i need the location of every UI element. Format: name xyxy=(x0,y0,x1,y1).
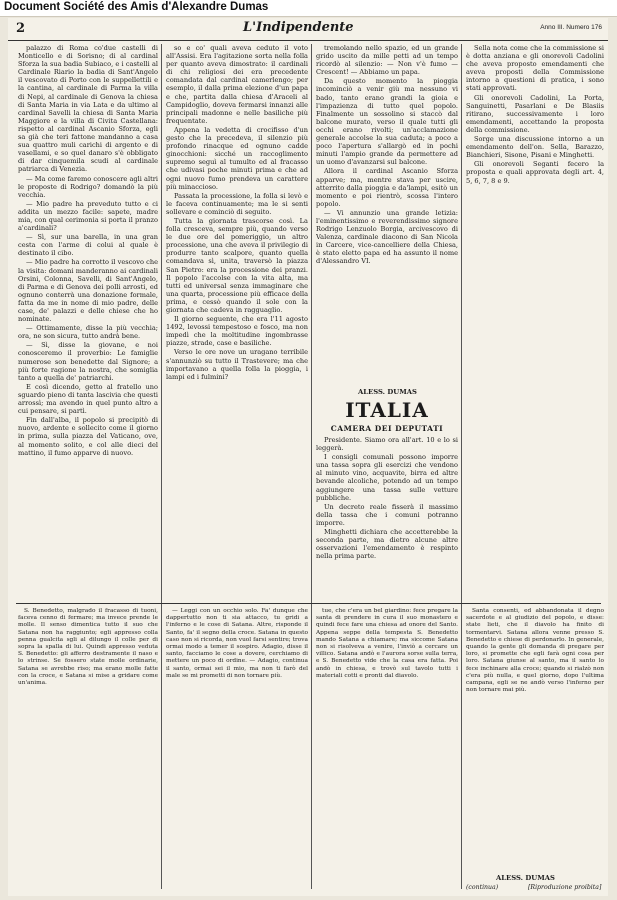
paragraph: S. Benedetto, malgrado il fracasso di tuoni, faceva cenno di fermare; ma invece prende le molle. Il senso dimentica tutto il suo che Satana non ha raggiunto; egli appresso colla penna gualcita sgli al dilungo il colle per di sopra la spalla di lui. Quindi appresso veduta S. Benedetto: gli afferro destramente il naso e lo strinse. Se fossero state molle ordinarie, Satana se avrebbe riso; ma erano molle fatte con la croce, e Satana si mise a gridare come un'anima. xyxy=(18,608,158,687)
paragraph: Santa consentì, ed abbandonata il degno sacerdote e al giudizio del popolo, e disse: state lieti, che il diavolo ha finito di tormentarvi. Satana allora venne presso S. Benedetto e chiese di perdonarlo. In generale, quando la gente gli domanda di pregare per loro, si promette che egli farà ogni cosa per loro. Satana giunse al santo, ma il santo lo fece inchinare alla croce; quando si rialzò non c'era più nulla, e quel giorno, dopo l'ultima campana, egli se ne andò verso l'inferno per non tornare mai più. xyxy=(466,608,604,694)
paragraph: — Leggi con un occhio solo. Fa' dunque che dappertutto non ti sia attacco, tu gridi a l'inferno e le cose di Satana. Altre, risponde il Santo, fa' il segno della croce. Satana in questo caso non si ricorda, non vuol farsi sentire; trova ormai modo a temer il sospiro. Adagio, disse il santo, facciamo le cose a dovere, cerchiamo di mettere un poco di ordine. — Adagio, continua il santo, ormai sei il mio, ma non ti farò del male se mi prometti di non tornare più. xyxy=(166,608,308,679)
feuilleton-column-4 xyxy=(466,608,604,868)
reproduction-note: [Riproduzione proibita] xyxy=(528,884,602,891)
paragraph: Un decreto reale fisserà il massimo della tassa che i comuni potranno imporre. xyxy=(316,502,458,527)
parliament-report xyxy=(316,436,458,600)
paragraph: — Vi annunzio una grande letizia: l'eminentissimo e reverendissimo signore Rodrigo Lenzuolo Borgia, arcivescovo di Valenza, cardinale diacono di San Nicola in Carcere, vice-cancelliere della Chiesa, è stato eletto papa ed ha assunto il nome d'Alessandro VI. xyxy=(316,208,458,266)
paragraph: — Ma come faremo conoscere agli altri le proposte di Rodrigo? domandò la più vecchia. xyxy=(18,174,158,199)
paragraph: Il giorno seguente, che era l'11 agosto 1492, levossi tempestoso e fosco, ma non impedì che la moltitudine ingombrasse piazze, strade, case e basiliche. xyxy=(166,315,308,348)
paragraph: so e co' quali aveva ceduto il voto all'Assisi. Era l'agitazione sorta nella folla per quanto aveva dimostrato: il cardinali di chi religiosi dei era precedente comandata dal cardinal camerlengo; per esemplo, il dalla prima elezione d'un papa e che, partita dalla chiesa d'Araceli al Campidoglio, doveva fermarsi innanzi alle principali madonne e nelle basiliche più frequentate. xyxy=(166,44,308,125)
paragraph: — Mio padre ha corrotto il vescovo che la visita: domani manderanno ai cardinali Orsini, Colonna, Savelli, di Sant'Angelo, di Parma e di Genova dei polli arrosti, ed ognuno conterrà una donazione formale, fatta da me in nome di mio padre, delle case, de' palazzi e delle chiese che ho nominate. xyxy=(18,258,158,324)
paragraph: Passata la processione, la folla si levò e le faceva continuamente; ma le si senti sollevare e cominciò di seguito. xyxy=(166,191,308,216)
newspaper-page xyxy=(8,18,608,896)
feuilleton-rule xyxy=(16,603,601,604)
continua-note: (continua) xyxy=(466,884,499,891)
paragraph: Allora il cardinal Ascanio Sforza apparve; ma, mentre stava per uscire, atterrito dalla pioggia e da'lampi, esitò un momento e poi rientrò, scossa l'intero popolo. xyxy=(316,167,458,208)
signature-lower: ALESS. DUMAS xyxy=(496,874,555,882)
signature-upper: ALESS. DUMAS xyxy=(358,388,417,396)
top-bar xyxy=(0,0,617,17)
masthead: L'Indipendente xyxy=(243,20,354,35)
feuilleton-column-1 xyxy=(18,608,158,876)
paragraph: Presidente. Siamo ora all'art. 10 e lo si leggerà. xyxy=(316,436,458,453)
column-rule xyxy=(161,44,162,889)
paragraph: Gli onorevoli Seganti fecero la proposta e quali approvata degli art. 4, 5, 6, 7, 8 e 9. xyxy=(466,160,604,185)
paragraph: Fin dall'alba, il popolo si precipitò di nuovo, ardente e sollecito come il giorno in prima, sulla piazza del Vaticano, ove, al momento solito, e col alle dieci del mattino, il fumo apparve di nuovo. xyxy=(18,416,158,457)
paragraph: Tutta la giornata trascorse così. La folla cresceva, sempre più, quando verso le due ore del pomeriggio, un altro processione, una che aveva il privilegio di produrre tanto scalpore, quanto quella comandava sì, unita, traversò la piazza San Pietro: era la processione dei pranzi. Il popolo l'accolse con la vita alta, ma tutti ed universal senza immaginare che una quarta, processione più efficace della prima, e cessò quando il sole con la giornata che cadeva in ragguaglio. xyxy=(166,216,308,314)
feuilleton-column-2 xyxy=(166,608,308,876)
paragraph: — Sì, disse la giovane, e noi conosceremo il proverbio: Le famiglie numerose son benedette dal Signore; a più forte ragione la nostra, che somiglia tanto a quella de' patriarchi. xyxy=(18,341,158,382)
issue-info: Anno III. Numero 176 xyxy=(540,24,602,31)
paragraph: Da questo momento la pioggia incominciò a venir giù ma nessuno vi bado, tanto erano grandi la gioia e l'impazienza di tutto quel popolo. Finalmente un sossolino si staccò dal balcone murato, verso il quale tutti gli occhi erano rivolti; un'acclamazione generale accolse la sua caduta; a poco a poco l'apertura s'allargò ed in pochi minuti l'ampio grande da permettere ad un uomo d'avanzarsi sul balcone. xyxy=(316,77,458,167)
paragraph: Gli onorevoli Cadolini, La Porta, Sanguinetti, Pasarlani e De Blasiis ritirano, successivamente i loro emendamenti, accettando la proposta della commissione. xyxy=(466,93,604,134)
paragraph: — Sì, sur una barella, in una gran cesta con l'arme di colui al quale è destinato il cibo. xyxy=(18,233,158,258)
section-title: ITALIA xyxy=(345,398,429,422)
paragraph: palazzo di Roma co'due castelli di Monticello e di Sorisno; di al cardinal Sforza la sua badia Subiaco, e i castelli al Cardinale Riario la badia di Sant'Angelo il vescovato di Porto con le suppellettili e la cantina, al cardinale di Parma la villa di Nepi, al cardinale di Genova la chiesa di Santa Maria in via Lata e da ultimo al cardinal Savelli la chiesa di Santa Maria Maggiore e la villa di Civita Castellana: rispetto al cardinal Ascanio Sforza, egli sa già che teri fattone mandanno a casa sua quattro muli carichi di argento e di vasellami, e so quel danaro s'è obbligato di dar cinquemila scudi al cardinale patriarca di Venezia. xyxy=(18,44,158,174)
paragraph: Appena la vedetta di crocifisso d'un gesto che la precedeva, il silenzio più profondo rinacque ed ognuno cadde ginocchioni: sicché un raccoglimento supremo seguì al tumulto ed al fracasso che udivasi poche minuti prima e che ad ogni nuovo fumo prendeva un carattere più minaccioso. xyxy=(166,125,308,191)
paragraph: tue, che c'era un bel giardino: fece pregare la santa di prendere in cura il suo monastero e quindi fece fare una chiesa ad onore del Santo. Appena seppe della tempesta S. Benedetto mando Satana a chiamare; ma siccome Satana non si risolveva a venire, l'inviò a cercare un villico. Satana andò e l'aurora sorse sulla terra, e S. Benedetto vide che la casa era fatta. Poi andò in chiesa, e trovò sul tavolo tutti i materiali cotti e pronti dal diavolo. xyxy=(316,608,458,679)
column-rule xyxy=(311,44,312,889)
article-column-3 xyxy=(316,44,458,384)
article-column-4 xyxy=(466,44,604,600)
paragraph: — Ottimamente, disse la più vecchia; ora, ne son sicura, tutto andrà bene. xyxy=(18,324,158,341)
paragraph: E così dicendo, getto al fratello uno sguardo pieno di tanta lascivia che questi arrossì; ma avendo in quel punto altro a cui pensare, si partì. xyxy=(18,382,158,416)
feuilleton-column-3 xyxy=(316,608,458,876)
paragraph: Sella nota come che la commissione si è dotta anziana e gli onorevoli Cadolini che aveva proposto emendamenti che aveva proposti della Commissione intorno a questioni di pratica, i sono stati approvati. xyxy=(466,44,604,93)
paragraph: — Mio padre ha preveduto tutto e ci addita un mezzo facile: sapete, madre mia, con qual cerimonia si porta il pranzo a'cardinali? xyxy=(18,199,158,233)
page-header xyxy=(8,18,608,41)
paragraph: Verso le ore nove un uragano terribile s'annunziò su tutto il Trastevere; ma che importavano a quella folla la pioggia, i lampi ed i fulmini? xyxy=(166,348,308,381)
article-column-2 xyxy=(166,44,308,600)
document-title: Document Société des Amis d'Alexandre Dumas xyxy=(4,1,269,13)
article-column-1 xyxy=(18,44,158,600)
paragraph: Sorge una discussione intorno a un emendamento dell'on. Sella, Barazzo, Bianchieri, Sisone, Pisani e Minghetti. xyxy=(466,135,604,160)
column-rule xyxy=(461,44,462,889)
section-subtitle: CAMERA DEI DEPUTATI xyxy=(330,424,444,433)
paragraph: tremolando nello spazio, ed un grande grido uscito da mille petti ad un tempo ricordò al silenzio: — Non v'è fumo — Crescent! — Abbiamo un papa. xyxy=(316,44,458,77)
page-number: 2 xyxy=(16,21,26,36)
paragraph: I consigli comunali possono imporre una tassa sopra gli esercizi che vendono al minuto vino, acquavite, birra ed altre bevande alcoliche, potendo ad un tempo aggiungere una tassa sulle vetture pubbliche. xyxy=(316,453,458,502)
paragraph: Minghetti dichiara che accetterebbe la seconda parte, ma dietro alcune altre osservazioni l'emendamento è respinto nella prima parte. xyxy=(316,528,458,561)
